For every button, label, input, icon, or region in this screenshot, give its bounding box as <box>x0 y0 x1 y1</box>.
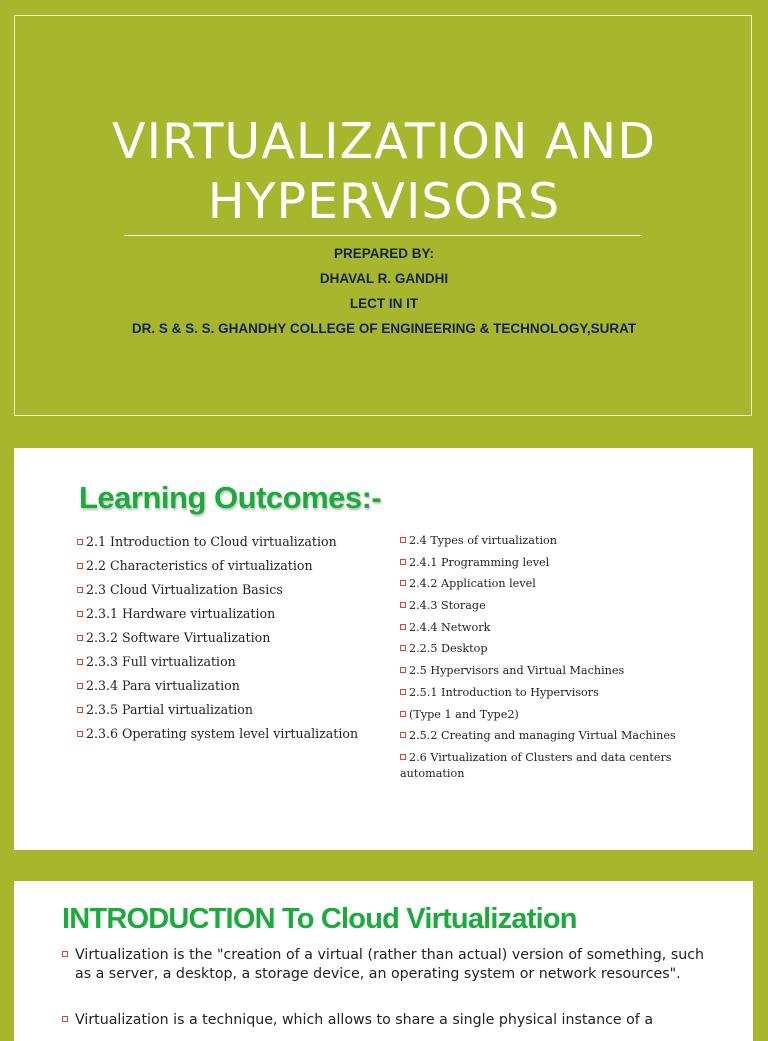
intro-paragraph-text: Virtualization is the "creation of a virtual (rather than actual) version of something, such as a server, a desktop, a storage device, an operating system or network resources". <box>75 947 704 982</box>
square-bullet-icon <box>77 635 83 641</box>
outcome-item-text: 2.3 Cloud Virtualization Basics <box>86 582 283 597</box>
outcome-item-text: 2.4.1 Programming level <box>409 555 550 569</box>
outcome-item-text: 2.3.4 Para virtualization <box>86 678 240 693</box>
square-bullet-icon <box>400 645 406 651</box>
outcome-item <box>77 677 397 701</box>
square-bullet-icon <box>400 559 406 565</box>
intro-paragraph-text: Virtualization is a technique, which allows to share a single physical instance of a <box>75 1012 654 1028</box>
title-line-2: HYPERVISORS <box>207 173 561 230</box>
outcome-item <box>400 533 700 555</box>
title-slide <box>0 0 768 432</box>
outcome-item-text: 2.3.2 Software Virtualization <box>86 630 271 645</box>
outcome-item <box>77 725 397 749</box>
prepared-by-label: PREPARED BY: <box>333 246 434 261</box>
square-bullet-icon <box>400 732 406 738</box>
outcome-item-text: 2.2 Characteristics of virtualization <box>86 558 313 573</box>
outcomes-left-list <box>77 533 397 749</box>
outcome-item-text: 2.1 Introduction to Cloud virtualization <box>86 534 337 549</box>
square-bullet-icon <box>77 707 83 713</box>
square-bullet-icon <box>400 711 406 717</box>
outcome-item <box>400 728 700 750</box>
square-bullet-icon <box>400 624 406 630</box>
square-bullet-icon <box>77 587 83 593</box>
square-bullet-icon <box>77 659 83 665</box>
outcome-item-text: 2.3.6 Operating system level virtualization <box>86 726 359 741</box>
square-bullet-icon <box>400 667 406 673</box>
institution-name: DR. S & S. S. GHANDHY COLLEGE OF ENGINEERING & TECHNOLOGY,SURAT <box>131 321 637 336</box>
outcome-item <box>400 620 700 642</box>
title-divider <box>124 235 642 236</box>
intro-paragraph <box>62 1011 704 1030</box>
square-bullet-icon <box>400 754 406 760</box>
square-bullet-icon <box>77 539 83 545</box>
outcome-item-text: 2.3.5 Partial virtualization <box>86 702 253 717</box>
outcome-item <box>77 701 397 725</box>
square-bullet-icon <box>77 683 83 689</box>
outcome-item <box>400 707 700 729</box>
author-position: LECT IN IT <box>349 296 419 311</box>
outcome-item-text: 2.5.1 Introduction to Hypervisors <box>409 685 599 699</box>
outcome-item <box>400 641 700 663</box>
title-line-1: VIRTUALIZATION AND <box>112 113 656 170</box>
introduction-slide <box>14 881 753 1041</box>
outcome-item <box>400 576 700 598</box>
square-bullet-icon <box>400 580 406 586</box>
outcome-item <box>400 663 700 685</box>
outcome-item-text: 2.2.5 Desktop <box>409 642 488 656</box>
introduction-heading: INTRODUCTION To Cloud Virtualization <box>62 903 577 935</box>
outcome-item <box>77 557 397 581</box>
square-bullet-icon <box>77 731 83 737</box>
outcomes-right-list <box>400 533 700 782</box>
square-bullet-icon <box>400 537 406 543</box>
square-bullet-icon <box>400 689 406 695</box>
outcome-item <box>77 653 397 677</box>
outcome-item-text: 2.3.1 Hardware virtualization <box>86 606 276 621</box>
square-bullet-icon <box>77 563 83 569</box>
outcome-item-text: 2.5 Hypervisors and Virtual Machines <box>409 664 625 678</box>
author-name: DHAVAL R. GANDHI <box>319 271 449 286</box>
outcome-item <box>77 533 397 557</box>
square-bullet-icon <box>62 1016 68 1022</box>
presentation-title <box>0 112 768 232</box>
outcome-item-text: 2.4.2 Application level <box>409 577 536 591</box>
outcome-item-text: 2.5.2 Creating and managing Virtual Machines <box>409 729 676 743</box>
outcome-item-text: 2.3.3 Full virtualization <box>86 654 236 669</box>
outcome-item <box>400 555 700 577</box>
outcome-item <box>77 629 397 653</box>
intro-paragraph <box>62 946 704 983</box>
square-bullet-icon <box>62 951 68 957</box>
square-bullet-icon <box>77 611 83 617</box>
outcome-item <box>400 598 700 620</box>
outcome-item <box>400 685 700 707</box>
square-bullet-icon <box>400 602 406 608</box>
outcome-item-text: (Type 1 and Type2) <box>409 707 519 721</box>
outcome-item-text: 2.4 Types of virtualization <box>409 534 557 547</box>
outcome-item <box>400 750 700 782</box>
outcome-item-text: 2.4.4 Network <box>409 620 491 634</box>
outcome-item <box>77 581 397 605</box>
outcome-item <box>77 605 397 629</box>
outcome-item-text: 2.4.3 Storage <box>409 599 486 613</box>
learning-outcomes-slide <box>14 448 753 850</box>
outcome-item-text: 2.6 Virtualization of Clusters and data centers automation <box>400 750 672 780</box>
learning-outcomes-heading: Learning Outcomes:- <box>79 480 382 515</box>
